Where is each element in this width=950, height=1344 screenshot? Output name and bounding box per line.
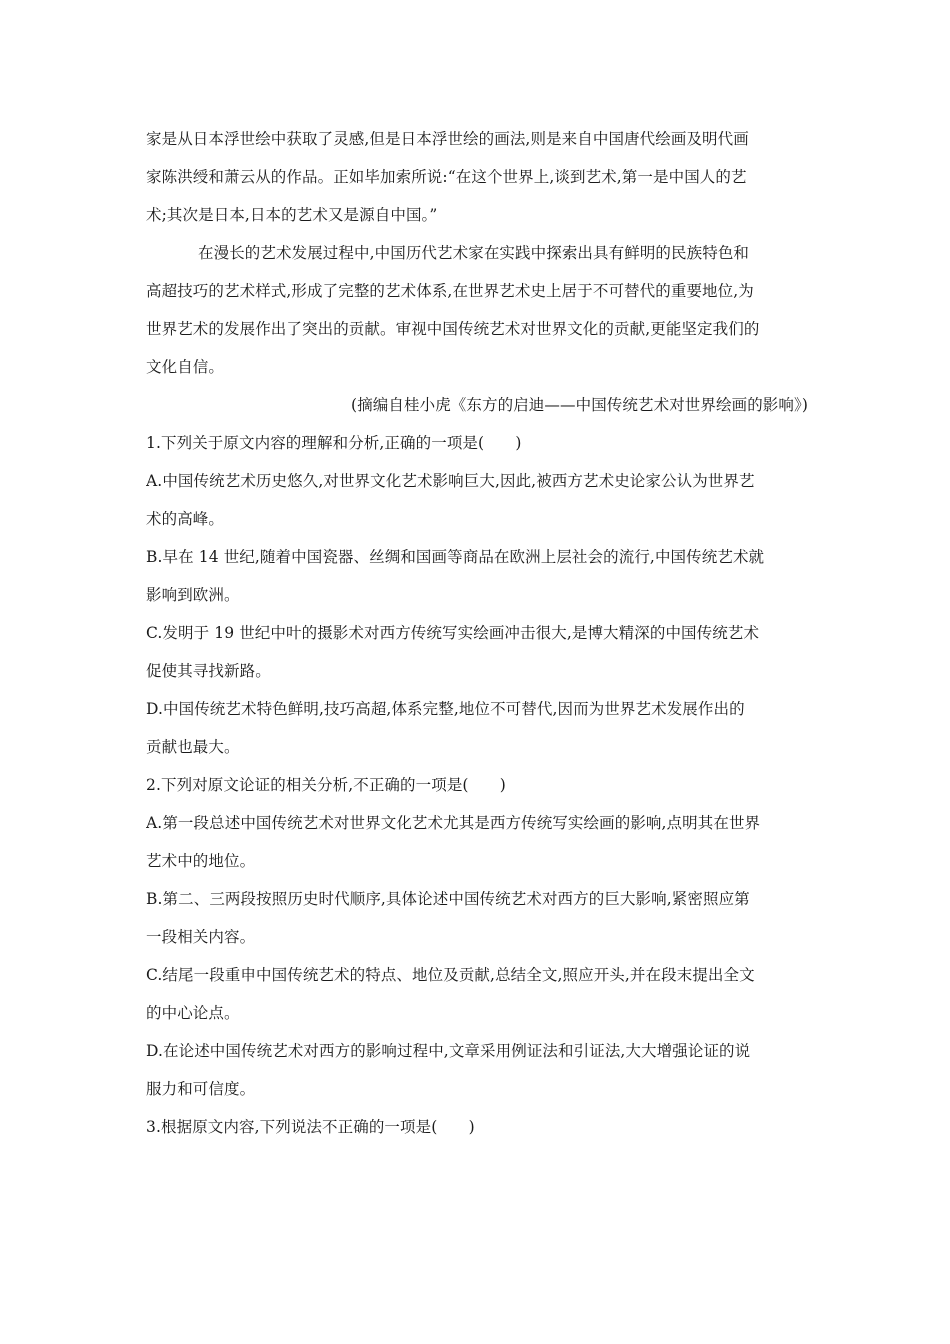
passage-paragraph-1	[146, 120, 808, 234]
source-citation: (摘编自桂小虎《东方的启迪——中国传统艺术对世界绘画的影响》)	[351, 396, 808, 414]
text-line: 术;其次是日本,日本的艺术又是源自中国。”	[146, 206, 438, 224]
option-c-cont: 的中心论点。	[146, 1004, 240, 1022]
question-1	[146, 424, 808, 766]
passage-paragraph-2	[146, 234, 808, 386]
question-stem: 1.下列关于原文内容的理解和分析,正确的一项是( )	[146, 434, 522, 452]
option-c: C.结尾一段重申中国传统艺术的特点、地位及贡献,总结全文,照应开头,并在段末提出全文	[146, 966, 755, 984]
document-page	[146, 120, 808, 1146]
option-a: A.第一段总述中国传统艺术对世界文化艺术尤其是西方传统写实绘画的影响,点明其在世界	[146, 814, 761, 832]
question-stem: 3.根据原文内容,下列说法不正确的一项是( )	[146, 1118, 475, 1136]
question-3	[146, 1108, 808, 1146]
option-b-cont: 影响到欧洲。	[146, 586, 240, 604]
text-line: 家陈洪绶和萧云从的作品。正如毕加索所说:“在这个世界上,谈到艺术,第一是中国人的艺	[146, 168, 747, 186]
question-stem: 2.下列对原文论证的相关分析,不正确的一项是( )	[146, 776, 506, 794]
text-line: 文化自信。	[146, 358, 225, 376]
question-2	[146, 766, 808, 1108]
option-a-cont: 艺术中的地位。	[146, 852, 256, 870]
option-b: B.第二、三两段按照历史时代顺序,具体论述中国传统艺术对西方的巨大影响,紧密照应第	[146, 890, 750, 908]
text-line: 在漫长的艺术发展过程中,中国历代艺术家在实践中探索出具有鲜明的民族特色和	[198, 244, 750, 262]
option-a: A.中国传统艺术历史悠久,对世界文化艺术影响巨大,因此,被西方艺术史论家公认为世界艺	[146, 472, 755, 490]
text-line: 高超技巧的艺术样式,形成了完整的艺术体系,在世界艺术史上居于不可替代的重要地位,为	[146, 282, 754, 300]
text-line: 家是从日本浮世绘中获取了灵感,但是日本浮世绘的画法,则是来自中国唐代绘画及明代画	[146, 130, 749, 148]
option-a-cont: 术的高峰。	[146, 510, 225, 528]
text-line: 世界艺术的发展作出了突出的贡献。审视中国传统艺术对世界文化的贡献,更能坚定我们的	[146, 320, 760, 338]
option-b-cont: 一段相关内容。	[146, 928, 256, 946]
option-c-cont: 促使其寻找新路。	[146, 662, 271, 680]
option-d-cont: 服力和可信度。	[146, 1080, 256, 1098]
option-c: C.发明于 19 世纪中叶的摄影术对西方传统写实绘画冲击很大,是博大精深的中国传统艺术	[146, 624, 760, 642]
option-d: D.中国传统艺术特色鲜明,技巧高超,体系完整,地位不可替代,因而为世界艺术发展作出的	[146, 700, 745, 718]
option-d: D.在论述中国传统艺术对西方的影响过程中,文章采用例证法和引证法,大大增强论证的说	[146, 1042, 751, 1060]
option-b: B.早在 14 世纪,随着中国瓷器、丝绸和国画等商品在欧洲上层社会的流行,中国传统艺术就	[146, 548, 765, 566]
option-d-cont: 贡献也最大。	[146, 738, 240, 756]
